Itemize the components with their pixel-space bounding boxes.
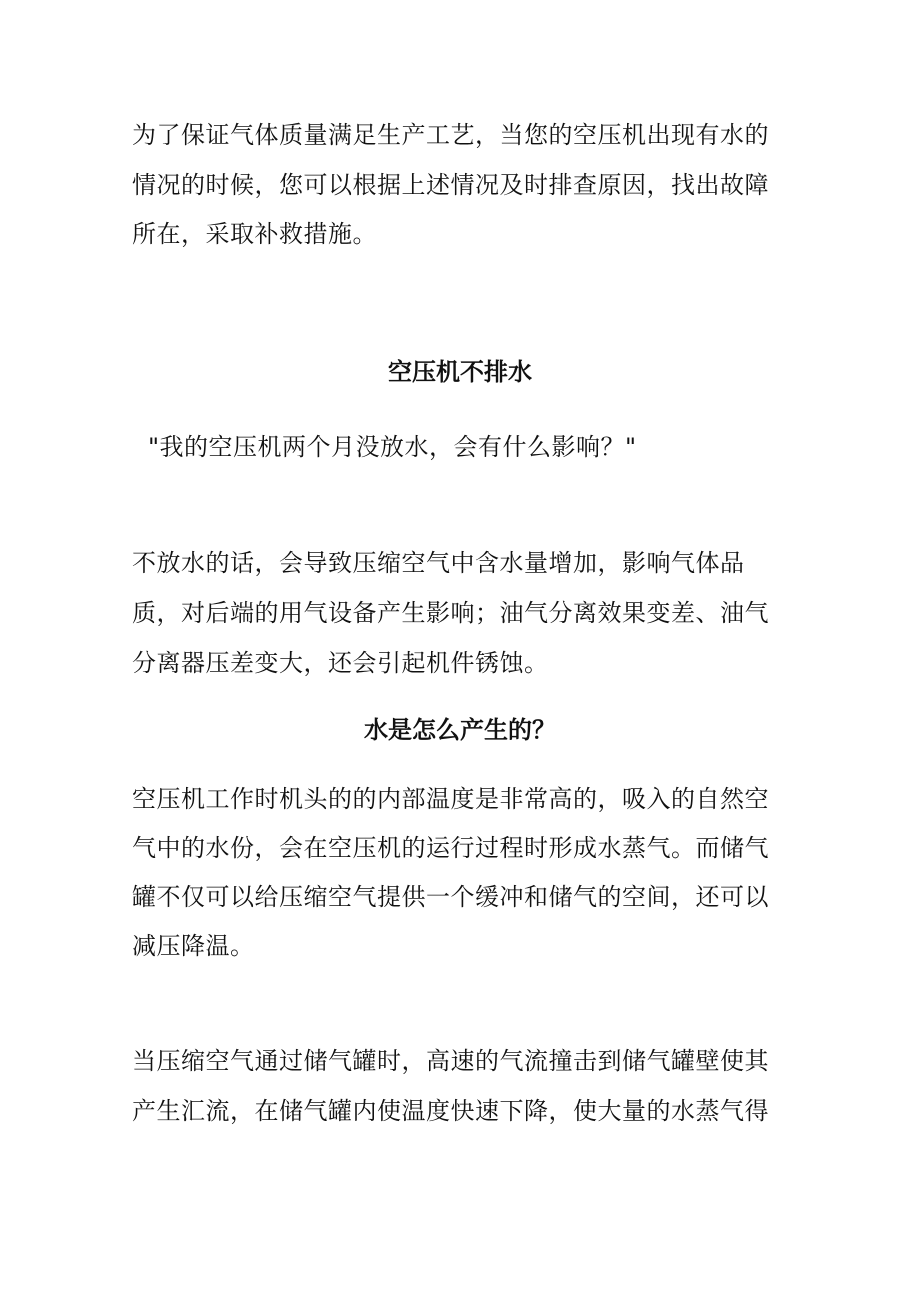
text-line: 情况的时候，您可以根据上述情况及时排查原因，找出故障 [132,171,769,199]
text-line: 减压降温。 [132,932,255,960]
text-line: 所在，采取补救措施。 [132,220,377,248]
text-line: 分离器压差变大，还会引起机件锈蚀。 [132,649,549,677]
quote-text: "我的空压机两个月没放水，会有什么影响？" [148,433,637,461]
section-heading-water-source: 水是怎么产生的？ [364,716,556,744]
text-line: 产生汇流，在储气罐内使温度快速下降，使大量的水蒸气得 [132,1097,769,1125]
text-line: 罐不仅可以给压缩空气提供一个缓冲和储气的空间，还可以 [132,883,769,911]
text-line: 空压机工作时机头的的内部温度是非常高的，吸入的自然空 [132,785,769,813]
text-line: 气中的水份，会在空压机的运行过程时形成水蒸气。而储气 [132,834,769,862]
text-line: 不放水的话，会导致压缩空气中含水量增加，影响气体品 [132,549,745,577]
text-line: 质，对后端的用气设备产生影响；油气分离效果变差、油气 [132,599,769,627]
section-heading-no-drain: 空压机不排水 [388,358,532,386]
text-line: 为了保证气体质量满足生产工艺，当您的空压机出现有水的 [132,121,769,149]
text-line: 当压缩空气通过储气罐时，高速的气流撞击到储气罐壁使其 [132,1047,769,1075]
